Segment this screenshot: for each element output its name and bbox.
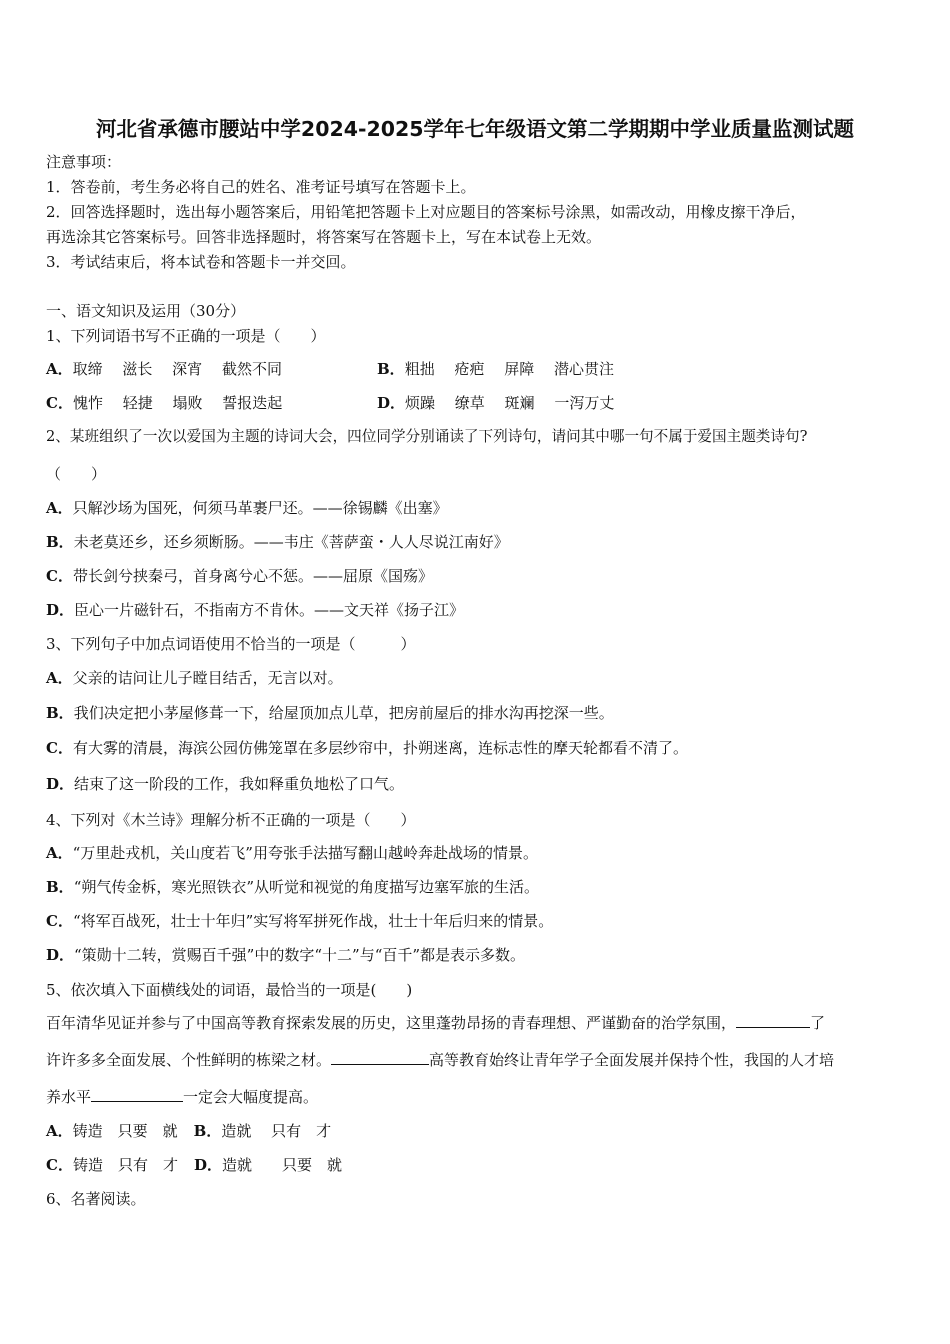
option-label: D． [193, 1156, 222, 1174]
option-text: 只解沙场为国死，何须马革裹尸还。——徐锡麟《出塞》 [72, 499, 448, 517]
option-label: D． [46, 775, 75, 793]
question-2-paren: （ ） [46, 465, 107, 483]
option-label: B． [193, 1122, 222, 1140]
question-4-option-a [46, 843, 538, 863]
option-label: B． [377, 360, 405, 378]
option-label: A． [46, 360, 73, 378]
option-label: B． [46, 704, 74, 722]
option-label: C． [46, 394, 73, 412]
option-label: C． [46, 912, 73, 930]
question-1-stem: 1、下列词语书写不正确的一项是（ ） [46, 327, 326, 345]
passage-text: 了 [810, 1014, 826, 1032]
question-3-stem: 3、下列句子中加点词语使用不恰当的一项是（ ） [46, 635, 416, 653]
option-label: B． [46, 878, 74, 896]
option-text: “将军百战死，壮士十年归”实写将军拼死作战，壮士十年后归来的情景。 [72, 912, 554, 930]
question-2-option-c [46, 566, 433, 586]
question-1-option-d [377, 393, 614, 413]
section-heading: 一、语文知识及运用（30分） [46, 302, 246, 320]
question-2-option-b [46, 532, 509, 552]
option-text: 我们决定把小茅屋修葺一下，给屋顶加点儿草，把房前屋后的排水沟再挖深一些。 [73, 704, 614, 722]
option-text: 铸造 只要 就 [72, 1122, 178, 1140]
option-text: 粗拙 疮疤 屏障 潜心贯注 [404, 360, 614, 378]
option-text: “万里赴戎机，关山度若飞”用夸张手法描写翻山越岭奔赴战场的情景。 [72, 844, 538, 862]
notice-heading: 注意事项： [46, 153, 122, 171]
option-text: 带长剑兮挟秦弓，首身离兮心不惩。——屈原《国殇》 [72, 567, 433, 585]
option-label: D． [46, 601, 75, 619]
question-5-passage-line-1 [46, 1013, 825, 1033]
option-text: 愧怍 轻捷 塌败 誓报迭起 [72, 394, 283, 412]
notice-item-1: 1．答卷前，考生务必将自己的姓名、准考证号填写在答题卡上。 [46, 178, 476, 196]
option-label: C． [46, 739, 73, 757]
option-text: 父亲的诘问让儿子瞠目结舌，无言以对。 [72, 669, 343, 687]
question-5-options-row-1 [46, 1121, 331, 1141]
question-1-option-c [46, 393, 282, 413]
option-label: B． [46, 533, 74, 551]
question-6-stem: 6、名著阅读。 [46, 1190, 146, 1208]
question-2-stem: 2、某班组织了一次以爱国为主题的诗词大会，四位同学分别诵读了下列诗句，请问其中哪一句不属于爱国主题类诗句? [46, 428, 808, 445]
fill-blank-3 [91, 1087, 183, 1102]
option-text: 臣心一片磁针石，不指南方不肯休。——文天祥《扬子江》 [74, 601, 465, 619]
question-3-option-a [46, 668, 343, 688]
fill-blank-1 [736, 1013, 810, 1028]
page-title: 河北省承德市腰站中学2024-2025学年七年级语文第二学期期中学业质量监测试题 [95, 117, 855, 141]
option-text: 结束了这一阶段的工作，我如释重负地松了口气。 [74, 775, 405, 793]
question-5-stem: 5、依次填入下面横线处的词语，最恰当的一项是( ) [46, 981, 413, 999]
option-label: A． [46, 499, 73, 517]
option-label: D． [46, 946, 75, 964]
option-text: 造就 只要 就 [221, 1156, 342, 1174]
question-3-option-b [46, 703, 614, 723]
option-text: 铸造 只有 才 [72, 1156, 178, 1174]
question-2-option-a [46, 498, 448, 518]
passage-text: 许许多多全面发展、个性鲜明的栋梁之材。 [46, 1051, 332, 1069]
question-1-option-a [46, 359, 282, 379]
question-2-option-d [46, 600, 464, 620]
passage-text: 百年清华见证并参与了中国高等教育探索发展的历史，这里蓬勃昂扬的青春理想、严谨勤奋的治学氛围， [46, 1014, 737, 1032]
passage-text: 一定会大幅度提高。 [183, 1088, 319, 1106]
option-text: 有大雾的清晨，海滨公园仿佛笼罩在多层纱帘中，扑朔迷离，连标志性的摩天轮都看不清了。 [72, 739, 688, 757]
passage-text: 高等教育始终让青年学子全面发展并保持个性，我国的人才培 [429, 1051, 835, 1069]
option-text: 未老莫还乡，还乡须断肠。——韦庄《菩萨蛮・人人尽说江南好》 [73, 533, 509, 551]
option-label: A． [46, 1122, 73, 1140]
option-text: 烦躁 缭草 斑斓 一泻万丈 [405, 394, 615, 412]
notice-item-2-cont: 再选涂其它答案标号。回答非选择题时，将答案写在答题卡上，写在本试卷上无效。 [46, 228, 602, 246]
option-label: D． [377, 394, 406, 412]
fill-blank-2 [331, 1050, 429, 1065]
option-text: 造就 只有 才 [221, 1122, 332, 1140]
notice-item-2: 2．回答选择题时，选出每小题答案后，用铅笔把答题卡上对应题目的答案标号涂黑，如需改动，用橡皮擦干净后， [46, 203, 806, 221]
option-text: “策勋十二转，赏赐百千强”中的数字“十二”与“百千”都是表示多数。 [74, 946, 526, 964]
notice-item-3: 3．考试结束后，将本试卷和答题卡一并交回。 [46, 253, 356, 271]
question-4-stem: 4、下列对《木兰诗》理解分析不正确的一项是（ ） [46, 811, 416, 829]
option-text: “朔气传金柝，寒光照铁衣”从听觉和视觉的角度描写边塞军旅的生活。 [73, 878, 540, 896]
passage-text: 养水平 [46, 1088, 92, 1106]
question-5-passage-line-2 [46, 1050, 834, 1070]
option-text: 取缔 滋长 深宵 截然不同 [72, 360, 282, 378]
question-1-option-b [377, 359, 614, 379]
question-5-passage-line-3 [46, 1087, 318, 1107]
question-4-option-c [46, 911, 553, 931]
option-label: A． [46, 669, 73, 687]
option-label: A． [46, 844, 73, 862]
question-4-option-d [46, 945, 525, 965]
option-label: C． [46, 567, 73, 585]
question-5-options-row-2 [46, 1155, 342, 1175]
question-4-option-b [46, 877, 539, 897]
question-3-option-d [46, 774, 404, 794]
option-label: C． [46, 1156, 73, 1174]
question-3-option-c [46, 738, 688, 758]
